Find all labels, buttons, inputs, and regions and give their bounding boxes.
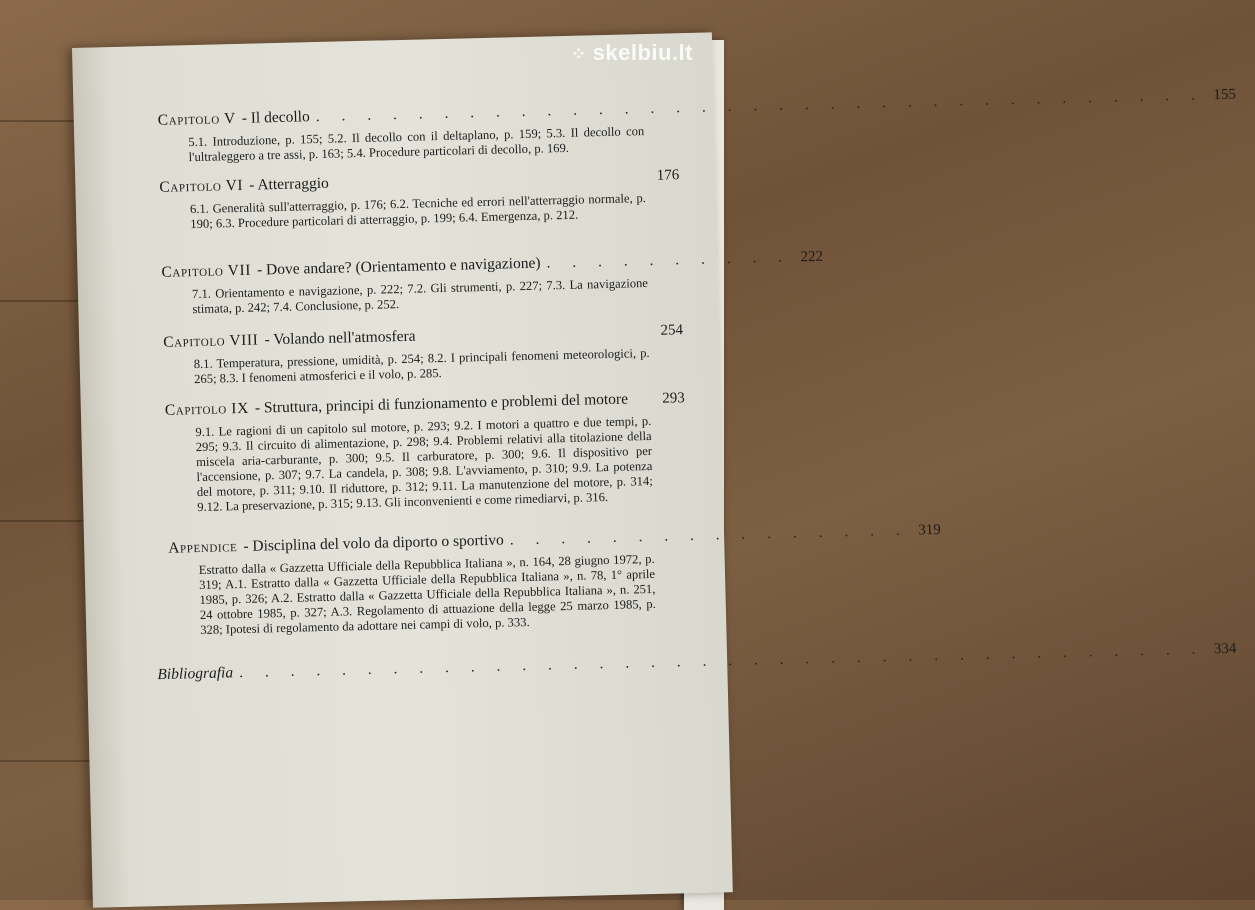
chapter-title: - Il decollo — [241, 108, 310, 127]
toc-entry-appendice — [168, 521, 941, 639]
toc-entry-bibliografia — [157, 640, 1237, 684]
dot-leader: . . . . . . . . . . . . . . . . — [509, 521, 909, 549]
toc-entry-capitolo-vi — [159, 166, 680, 233]
dot-leader — [634, 390, 653, 408]
chapter-label: Capitolo VI — [159, 176, 244, 196]
toc-entry-capitolo-v — [157, 86, 1237, 166]
page-number: 155 — [1213, 86, 1237, 104]
chapter-title: - Volando nell'atmosfera — [264, 327, 416, 349]
page-number: 176 — [656, 167, 680, 184]
chapter-sections: 7.1. Orientamento e navigazione, p. 222; 7.2. Gli strumenti, p. 227; 7.3. La navigazione stimata, p. 242; 7.4. Conclusione, p. 252. — [191, 276, 649, 317]
chapter-label: Capitolo IX — [164, 399, 250, 419]
page-number: 319 — [918, 521, 941, 539]
page-number: 334 — [1213, 640, 1237, 658]
chapter-sections: Estratto dalla « Gazzetta Ufficiale della Repubblica Italiana », n. 164, 28 giugno 1972, p. 319; A.1. Estratto dalla « Gazzetta Ufficiale della Repubblica Italiana », n. 78, 1° aprile 1985, p. 326; A.2. Estratto dalla « Gazzetta Ufficiale della Repubblica Italiana », n. 251, 24 ottobre 1985, p. 327; A.3. Regolamento di attuazione della legge 25 marzo 1985, p. 328; Ipotesi di regolamento da adottare nei campi di volo, p. 333. — [198, 551, 656, 638]
chapter-title: - Atterraggio — [248, 174, 329, 194]
chapter-title: - Dove andare? (Orientamento e navigazione) — [256, 254, 541, 279]
chapter-sections: 6.1. Generalità sull'atterraggio, p. 176; 6.2. Tecniche ed errori nell'atterraggio normale, p. 190; 6.3. Procedure particolari di atterraggio, p. 199; 6.4. Emergenza, p. 212. — [189, 191, 647, 232]
dot-leader — [335, 167, 648, 193]
toc-entry-capitolo-ix — [165, 389, 688, 516]
watermark-text: skelbiu.lt — [592, 40, 693, 65]
chapter-label: Capitolo VII — [161, 261, 252, 281]
page-number: 293 — [662, 390, 685, 407]
chapter-title: - Struttura, principi di funzionamento e problemi del motore — [254, 390, 629, 417]
dot-leader: . . . . . . . . . . . . . . . . . . . . . . . . . . . . . . . . . . . . . . — [238, 640, 1205, 682]
dot-leader: . . . . . . . . . . — [546, 248, 792, 272]
toc-entry-capitolo-vii — [161, 248, 824, 318]
chapter-label: Appendice — [168, 538, 238, 557]
toc-entry-capitolo-viii — [163, 321, 684, 388]
chapter-label: Capitolo VIII — [163, 331, 259, 351]
book-page — [72, 32, 1237, 907]
page-number: 254 — [660, 322, 684, 339]
dot-leader — [421, 322, 651, 346]
chapter-sections: 8.1. Temperatura, pressione, umidità, p. 254; 8.2. I principali fenomeni meteorologici, p. 265; 8.3. I fenomeni atmosferici e il volo, p. 285. — [193, 345, 650, 387]
chapter-title: - Disciplina del volo da diporto o sportivo — [243, 531, 504, 555]
watermark-logo — [571, 40, 693, 66]
bibliography-title: Bibliografia — [157, 664, 234, 684]
chapter-sections: 9.1. Le ragioni di un capitolo sul motore, p. 293; 9.2. I motori a quattro e due tempi, p. 295; 9.3. Il circuito di alimentazione, p. 298; 9.4. Problemi relativi alla titolazione della miscela aria-carburante, p. 300; 9.5. Il carburatore, p. 300; 9.6. Il dispositivo per l'accensione, p. 307; 9.7. La candela, p. 308; 9.8. L'avviamento, p. 310; 9.9. La potenza del motore, p. 311; 9.10. Il riduttore, p. 312; 9.11. La manutenzione del motore, p. 314; 9.12. La preservazione, p. 315; 9.13. Gli inconvenienti e come rimediarvi, p. 316. — [195, 413, 653, 515]
dot-leader: . . . . . . . . . . . . . . . . . . . . . . . . . . . . . . . . . . . — [315, 86, 1205, 126]
logo-dots-icon: ⁘ — [571, 44, 587, 64]
chapter-sections: 5.1. Introduzione, p. 155; 5.2. Il decollo con il deltaplano, p. 159; 5.3. Il decollo con l'ultraleggero a tre assi, p. 163; 5.4. Procedure particolari di decollo, p. 169. — [188, 124, 645, 165]
chapter-label: Capitolo V — [157, 110, 236, 129]
page-number: 222 — [800, 248, 824, 266]
